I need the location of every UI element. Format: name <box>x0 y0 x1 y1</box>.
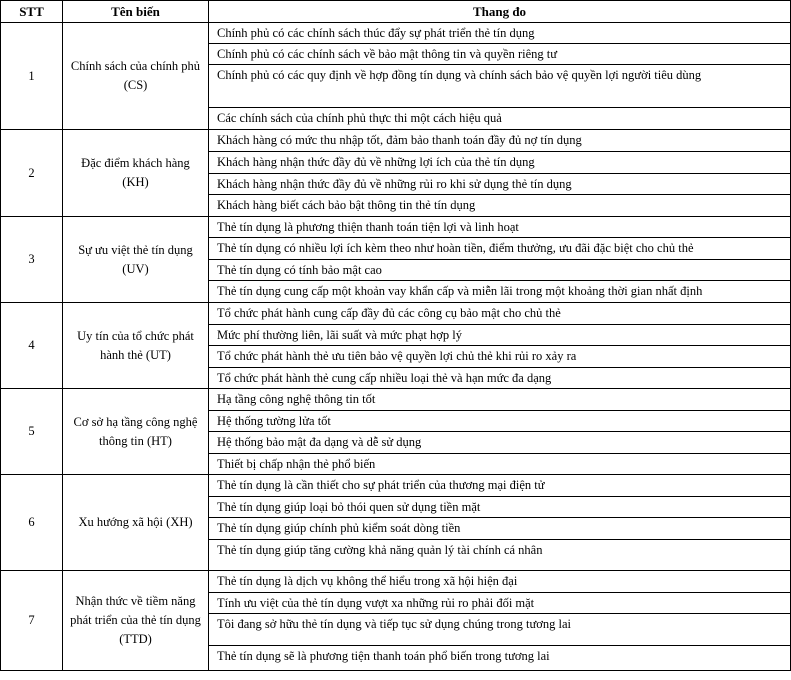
scale-item: Chính phủ có các quy định về hợp đồng tín dụng và chính sách bảo vệ quyền lợi người tiêu dùng <box>209 65 791 108</box>
scale-item: Khách hàng có mức thu nhập tốt, đảm bảo thanh toán đầy đủ nợ tín dụng <box>209 130 791 152</box>
scale-item: Hệ thống bảo mật đa dạng và dễ sử dụng <box>209 432 791 454</box>
header-stt: STT <box>1 1 63 23</box>
table-row <box>1 23 791 44</box>
table-row <box>1 303 791 325</box>
scale-item: Thiết bị chấp nhận thẻ phổ biến <box>209 454 791 475</box>
scale-item: Thẻ tín dụng là phương thiện thanh toán tiện lợi và linh hoạt <box>209 217 791 238</box>
scale-item: Thẻ tín dụng có tính bảo mật cao <box>209 260 791 281</box>
variable-name: Sự ưu việt thẻ tín dụng (UV) <box>63 217 209 303</box>
header-variable-name: Tên biến <box>63 1 209 23</box>
scale-item: Thẻ tín dụng giúp chính phủ kiểm soát dòng tiền <box>209 518 791 540</box>
group-number: 5 <box>1 389 63 475</box>
header-scale: Thang đo <box>209 1 791 23</box>
variable-name: Nhận thức về tiềm năng phát triển của thẻ tín dụng (TTD) <box>63 571 209 671</box>
table-body <box>1 23 791 671</box>
scale-item: Thẻ tín dụng là cần thiết cho sự phát triển của thương mại điện tử <box>209 475 791 497</box>
group-number: 7 <box>1 571 63 671</box>
variable-name: Xu hướng xã hội (XH) <box>63 475 209 571</box>
group-number: 3 <box>1 217 63 303</box>
scale-item: Thẻ tín dụng là dịch vụ không thể hiểu trong xã hội hiện đại <box>209 571 791 593</box>
table-row <box>1 475 791 497</box>
table-row <box>1 130 791 152</box>
variable-name: Đặc điểm khách hàng (KH) <box>63 130 209 217</box>
group-number: 1 <box>1 23 63 130</box>
scale-item: Tôi đang sở hữu thẻ tín dụng và tiếp tục sử dụng chúng trong tương lai <box>209 614 791 646</box>
variable-name: Cơ sở hạ tầng công nghệ thông tin (HT) <box>63 389 209 475</box>
scale-item: Thẻ tín dụng giúp loại bỏ thói quen sử dụng tiền mặt <box>209 497 791 518</box>
scale-item: Hạ tầng công nghệ thông tin tốt <box>209 389 791 411</box>
scale-item: Tổ chức phát hành thẻ cung cấp nhiều loại thẻ và hạn mức đa dạng <box>209 368 791 389</box>
scale-item: Hệ thống tường lửa tốt <box>209 411 791 432</box>
scale-item: Các chính sách của chính phủ thực thi một cách hiệu quả <box>209 108 791 130</box>
group-number: 2 <box>1 130 63 217</box>
table-row <box>1 571 791 593</box>
variable-name: Uy tín của tổ chức phát hành thẻ (UT) <box>63 303 209 389</box>
variable-name: Chính sách của chính phủ (CS) <box>63 23 209 130</box>
scale-item: Khách hàng biết cách bảo bật thông tin thẻ tín dụng <box>209 195 791 217</box>
scale-item: Khách hàng nhận thức đầy đủ về những lợi ích của thẻ tín dụng <box>209 152 791 174</box>
header-row <box>1 1 791 23</box>
scale-item: Chính phủ có các chính sách về bảo mật thông tin và quyền riêng tư <box>209 44 791 65</box>
scale-item: Chính phủ có các chính sách thúc đẩy sự phát triển thẻ tín dụng <box>209 23 791 44</box>
scale-item: Mức phí thường liên, lãi suất và mức phạt hợp lý <box>209 325 791 346</box>
group-number: 4 <box>1 303 63 389</box>
table-row <box>1 217 791 238</box>
scale-item: Thẻ tín dụng sẽ là phương tiện thanh toán phổ biến trong tương lai <box>209 646 791 671</box>
scale-item: Tổ chức phát hành cung cấp đầy đủ các công cụ bảo mật cho chủ thẻ <box>209 303 791 325</box>
scale-item: Tính ưu việt của thẻ tín dụng vượt xa những rủi ro phải đối mặt <box>209 593 791 614</box>
scale-item: Thẻ tín dụng cung cấp một khoản vay khẩn cấp và miễn lãi trong một khoảng thời gian nhất định <box>209 281 791 303</box>
table-row <box>1 389 791 411</box>
scale-item: Thẻ tín dụng có nhiều lợi ích kèm theo như hoàn tiền, điểm thưởng, ưu đãi đặc biệt cho chủ thẻ <box>209 238 791 260</box>
scale-item: Tổ chức phát hành thẻ ưu tiên bảo vệ quyền lợi chủ thẻ khi rủi ro xảy ra <box>209 346 791 368</box>
scale-item: Thẻ tín dụng giúp tăng cường khả năng quản lý tài chính cá nhân <box>209 540 791 571</box>
group-number: 6 <box>1 475 63 571</box>
scale-item: Khách hàng nhận thức đầy đủ về những rủi ro khi sử dụng thẻ tín dụng <box>209 174 791 195</box>
